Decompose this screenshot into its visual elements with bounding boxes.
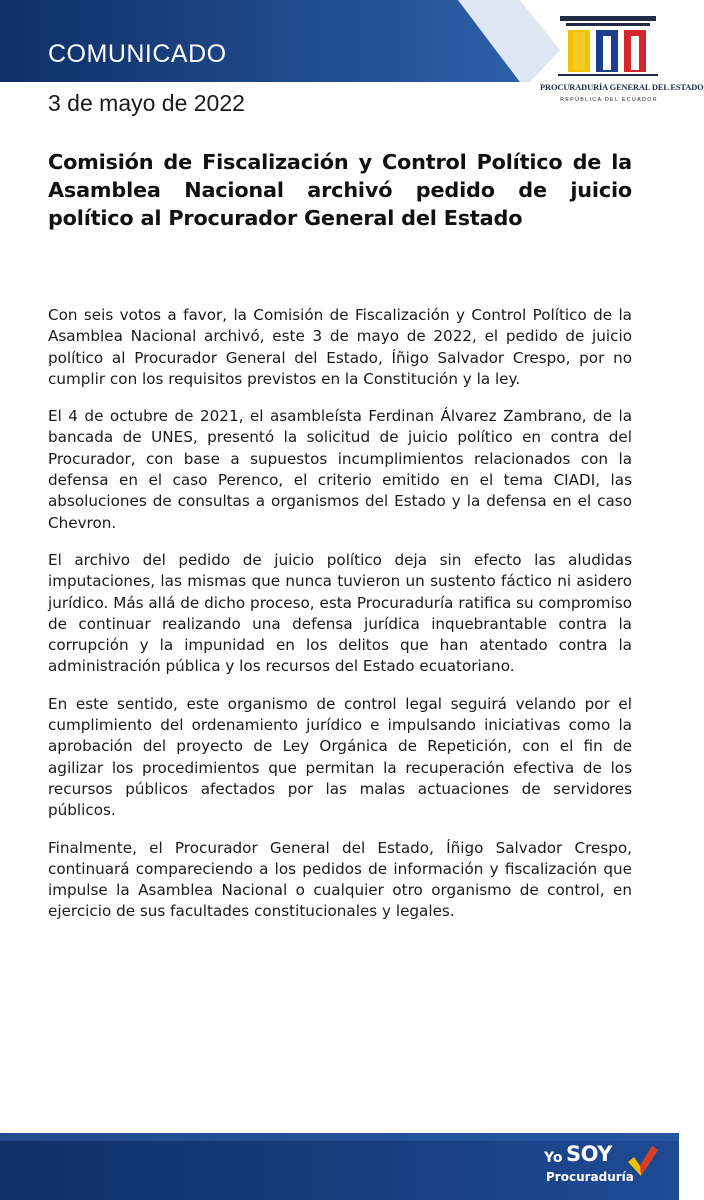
slogan-yo: Yo <box>544 1150 563 1166</box>
paragraph-2: El 4 de octubre de 2021, el asambleísta Ferdinan Álvarez Zambrano, de la bancada de UNES, presentó la solicitud de juicio político en contra del Procurador, con base a supuestos incumplimientos relacionados con la defensa en el caso Perenco, el criterio emitido en el tema CIADI, las absoluciones de consultas a organismos del Estado y la defensa en el caso Chevron. <box>48 407 632 532</box>
article-body <box>48 305 632 939</box>
headline: Comisión de Fiscalización y Control Político de la Asamblea Nacional archivó pedido de juicio político al Procurador General del Estado <box>48 150 632 230</box>
paragraph-4: En este sentido, este organismo de control legal seguirá velando por el cumplimiento del ordenamiento jurídico e impulsando iniciativas como la aprobación del proyecto de Ley Orgánica de Repetición, con el fin de agilizar los procedimientos que permitan la recuperación efectiva de los recursos públicos afectados por las malas actuaciones de servidores públicos. <box>48 694 632 820</box>
header-title: COMUNICADO <box>48 40 227 68</box>
paragraph-1: Con seis votos a favor, la Comisión de Fiscalización y Control Político de la Asamblea Nacional archivó, este 3 de mayo de 2022, el pedido de juicio político al Procurador General del Estado, Íñigo Salvador Crespo, por no cumplir con los requisitos previstos en la Constitución y la ley. <box>48 306 632 388</box>
paragraph-3: El archivo del pedido de juicio político deja sin efecto las aludidas imputaciones, las mismas que nunca tuvieron un sustento fáctico ni asidero jurídico. Más allá de dicho proceso, esta Procuraduría ratifica su compromiso de continuar realizando una defensa jurídica inquebrantable contra la corrupción y la impunidad en los delitos que han atentado contra la administración pública y los recursos del Estado ecuatoriano. <box>48 550 632 676</box>
yo-soy-procuraduria-logo <box>544 1144 664 1194</box>
paragraph-5: Finalmente, el Procurador General del Estado, Íñigo Salvador Crespo, continuará compareciendo a los pedidos de información y fiscalización que impulse la Asamblea Nacional o cualquier otro organismo de control, en ejercicio de sus facultades constitucionales y legales. <box>48 838 632 921</box>
slogan-soy: SOY <box>566 1142 612 1166</box>
logo-subtitle: REPÚBLICA DEL ECUADOR <box>560 97 658 103</box>
slogan-procuraduria: Procuraduría <box>546 1170 634 1184</box>
publication-date: 3 de mayo de 2022 <box>48 90 245 116</box>
logo-name: PROCURADURÍA GENERAL DEL ESTADO <box>540 83 704 92</box>
columns-emblem-icon <box>540 12 678 84</box>
procuraduria-logo <box>540 12 704 112</box>
